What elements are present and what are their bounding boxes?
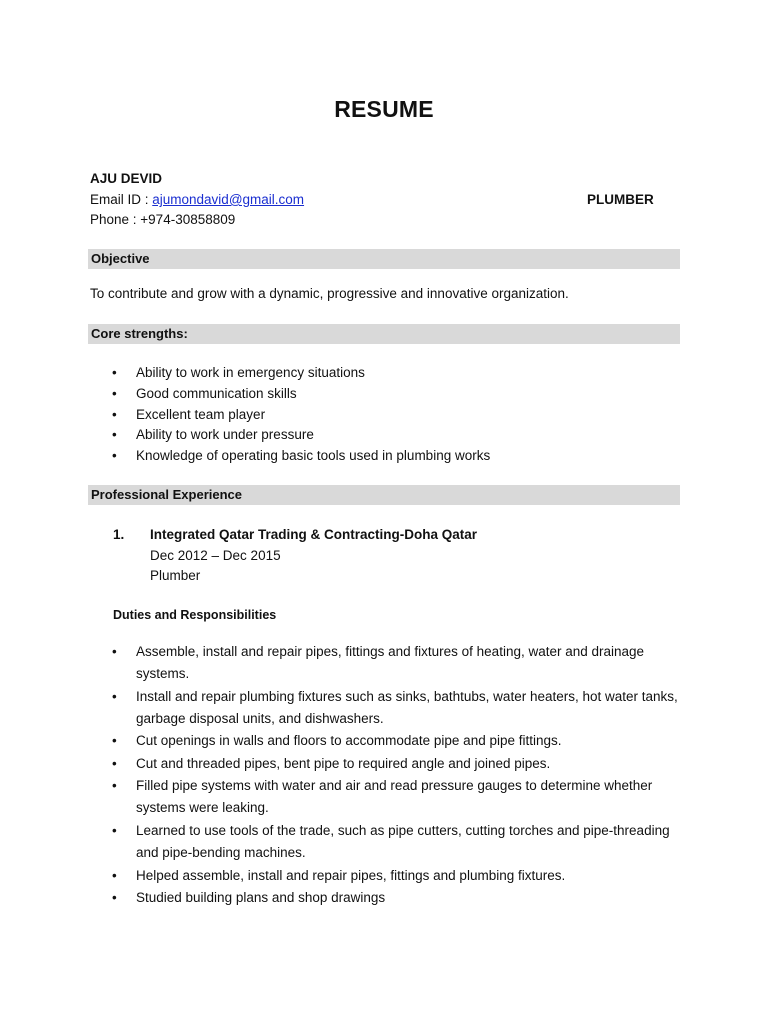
- objective-text: To contribute and grow with a dynamic, progressive and innovative organization.: [90, 286, 569, 301]
- objective-section-bar: [88, 249, 680, 269]
- list-item: • Install and repair plumbing fixtures such as sinks, bathtubs, water heaters, hot water tanks, garbage disposal units, and dishwashers.: [112, 686, 682, 730]
- job-period: Dec 2012 – Dec 2015: [150, 548, 281, 563]
- list-item: • Ability to work under pressure: [112, 425, 490, 446]
- phone-line: Phone : +974-30858809: [90, 212, 236, 227]
- job-role: Plumber: [150, 568, 201, 583]
- list-item: • Cut openings in walls and floors to accommodate pipe and pipe fittings.: [112, 730, 682, 752]
- objective-heading: Objective: [91, 251, 150, 266]
- job-number: 1.: [113, 527, 125, 542]
- core-strengths-list: [112, 363, 490, 467]
- duties-list: [112, 641, 682, 910]
- core-strengths-section-bar: [88, 324, 680, 344]
- job-title: PLUMBER: [587, 192, 654, 207]
- experience-heading: Professional Experience: [91, 487, 243, 502]
- email-line: [90, 191, 304, 209]
- email-label: Email ID :: [90, 192, 153, 207]
- duties-heading: Duties and Responsibilities: [113, 608, 277, 622]
- list-item: • Helped assemble, install and repair pipes, fittings and plumbing fixtures.: [112, 865, 682, 887]
- candidate-name: AJU DEVID: [90, 171, 163, 186]
- list-item: • Studied building plans and shop drawings: [112, 887, 682, 909]
- job-company: Integrated Qatar Trading & Contracting-Doha Qatar: [150, 527, 478, 542]
- list-item: • Cut and threaded pipes, bent pipe to required angle and joined pipes.: [112, 753, 682, 775]
- experience-section-bar: [88, 485, 680, 505]
- list-item: • Good communication skills: [112, 384, 490, 405]
- list-item: • Knowledge of operating basic tools used in plumbing works: [112, 446, 490, 467]
- core-strengths-heading: Core strengths:: [91, 326, 188, 341]
- email-link[interactable]: ajumondavid@gmail.com: [152, 192, 305, 207]
- list-item: • Filled pipe systems with water and air and read pressure gauges to determine whether systems were leaking.: [112, 775, 682, 819]
- list-item: • Learned to use tools of the trade, such as pipe cutters, cutting torches and pipe-threading and pipe-bending machines.: [112, 820, 682, 864]
- list-item: • Excellent team player: [112, 405, 490, 426]
- page-title: RESUME: [334, 96, 434, 122]
- list-item: • Ability to work in emergency situations: [112, 363, 490, 384]
- list-item: • Assemble, install and repair pipes, fittings and fixtures of heating, water and drainage systems.: [112, 641, 682, 685]
